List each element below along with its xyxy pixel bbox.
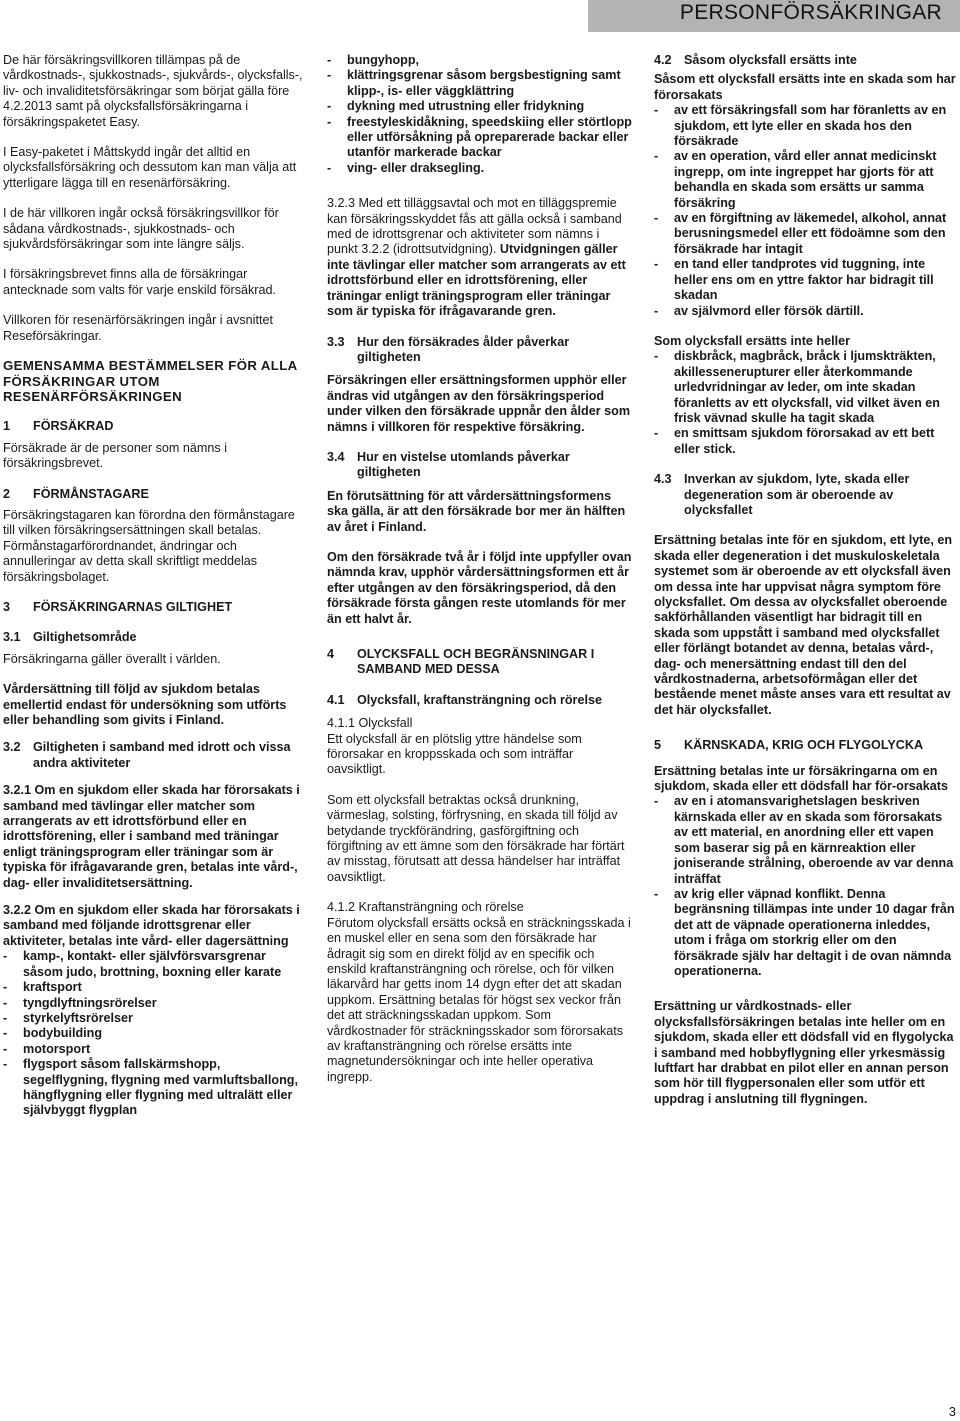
section-number: 4 xyxy=(327,647,335,661)
column-3 xyxy=(654,53,959,1107)
intro-paragraph-4: I försäkringsbrevet finns alla de försäkringar antecknade som valts för varje enskild försäkrad. xyxy=(3,267,276,297)
section-number: 1 xyxy=(3,419,11,434)
general-provisions-heading: GEMENSAMMA BESTÄMMELSER FÖR ALLA FÖRSÄKRINGAR UTOM RESENÄRFÖRSÄKRINGEN xyxy=(3,358,298,404)
list-item: - av självmord eller försök därtill. xyxy=(654,303,864,318)
list-item: - dykning med utrustning eller fridykning xyxy=(327,99,585,114)
section-number: 4.3 xyxy=(654,472,672,487)
section-title: Giltigheten i samband med idrott och vissa andra aktiviteter xyxy=(33,740,291,770)
section-3-4-text-2: Om den försäkrade två år i följd inte uppfyller ovan nämnda krav, upphör vårdersättningsformen ett år efter utgången av den försäkringsperiod, då den försäkrade första gången reste utomlands för mer än ett halvt år. xyxy=(327,549,632,626)
section-4-2-lead-2: Som olycksfall ersätts inte heller xyxy=(654,333,850,348)
column-2 xyxy=(327,53,633,1085)
section-4-1-1-heading: 4.1.1 Olycksfall xyxy=(327,716,413,731)
section-title: Hur den försäkrades ålder påverkar giltigheten xyxy=(357,334,570,364)
section-3-1-text: Försäkringarna gäller överallt i världen. xyxy=(3,651,221,666)
page-header-title: PERSONFÖRSÄKRINGAR xyxy=(679,1,942,24)
list-item: - freestyleskidåkning, speedskiing eller störtlopp eller utförsåkning på opreparerade backar eller utanför markerade backar xyxy=(327,114,632,160)
section-3-2-1-text: 3.2.1 Om en sjukdom eller skada har förorsakats i samband med tävlingar eller matcher som arrangerats av ett idrottsförbund eller en idrottsförening, eller i samband med träningar enligt träningsprogram eller träningar som är typiska för ifrågavarande gren, betalas inte vård-, dag- eller invaliditetsersättning. xyxy=(3,783,300,890)
section-4-1-1-text-1: Ett olycksfall är en plötslig yttre händelse som förorsakar en kroppsskada och som inträffar oavsiktligt. xyxy=(327,731,582,777)
section-number: 4.2 xyxy=(654,53,672,67)
intro-paragraph-5: Villkoren för resenärförsäkringen ingår i avsnittet Reseförsäkringar. xyxy=(3,313,273,343)
list-item: - av en i atomansvarighetslagen beskriven kärnskada eller av en skada som förorsakats av ett material, en anordning eller ett vapen som baserar sig på en kärnreaktion eller joniserande strålning, oberoende av var denna inträffat xyxy=(654,794,954,886)
section-title: FÖRMÅNSTAGARE xyxy=(33,486,149,501)
page-number: 3 xyxy=(948,1404,956,1419)
list-item: - diskbråck, magbråck, bråck i ljumskträkten, akillessenerupturer eller återkommande urledvridningar av leder, om inte skadan föranletts av ett olycksfall, vid vilket även en frisk vävnad skulle ha tagit skada xyxy=(654,349,940,425)
section-title: Giltighetsområde xyxy=(33,630,137,645)
section-3-heading xyxy=(3,600,307,615)
list-item: - bungyhopp, xyxy=(327,53,420,67)
section-2-heading xyxy=(3,487,307,502)
section-3-2-2-text: 3.2.2 Om en sjukdom eller skada har förorsakats i samband med följande idrottsgrenar eller aktiviteter, betalas inte vård- eller dagersättning xyxy=(3,903,300,948)
section-4-2-lead: Såsom ett olycksfall ersätts inte en skada som har förorsakats xyxy=(654,72,956,102)
section-3-3-text: Försäkringen eller ersättningsformen upphör eller ändras vid utgången av den försäkringsperiod under vilken den försäkrade uppnår den ålder som nämns i villkoren för respektive försäkring. xyxy=(327,373,631,434)
list-item: - av en operation, vård eller annat medicinskt ingrepp, om inte ingreppet har gjorts för att behandla en skada som ersätts ur samma försäkring xyxy=(654,149,937,210)
section-5-text: Ersättning ur vårdkostnads- eller olycksfallsförsäkringen betalas inte heller om en sjukdom, skada eller ett dödsfall vid en flygolycka i samband med hobbyflygning eller yrkesmässig luftfart har drabbat en pilot eller en annan person som hör till flygpersonalen eller som utför ett uppdrag i anslutning till flygningen. xyxy=(654,999,954,1106)
section-number: 3.3 xyxy=(327,334,345,349)
section-4-1-2-text: Förutom olycksfall ersätts också en sträckningsskada i en muskel eller en sena som den försäkrade har ådragit sig som en direkt följd av en specifik och enskild kraftansträngning och rörelse, och för vilken läkarvård har getts inom 14 dygn efter det att skadan uppkom. Ersättning betalas för högst sex veckor från det att sträckningsskadan uppkom. Som vårdkostnader för sträckningsskador som förorsakats av kraftansträngning och rörelse ersätts inte magnetundersökningar och inte heller operativa ingrepp. xyxy=(327,915,631,1084)
section-title: Såsom olycksfall ersätts inte xyxy=(684,53,857,67)
list-item: - kraftsport xyxy=(3,980,82,995)
list-item: - flygsport såsom fallskärmshopp, segelflygning, flygning med varmluftsballong, hängflygning eller flygning med ultralätt eller självbyggt flygplan xyxy=(3,1057,298,1118)
list-item: - en tand eller tandprotes vid tuggning, inte heller ens om en yttre faktor har bidragit till skadan xyxy=(654,257,934,303)
section-3-1-heading xyxy=(3,630,307,645)
section-number: 3.4 xyxy=(327,449,345,464)
list-item: - kamp-, kontakt- eller självförsvarsgrenar såsom judo, brottning, boxning eller karate xyxy=(3,949,282,979)
nuclear-war-exclusion-list xyxy=(654,794,959,979)
list-item: - ving- eller draksegling. xyxy=(327,160,485,175)
list-item: - en smittsam sjukdom förorsakad av ett bett eller stick. xyxy=(654,426,935,456)
section-3-1-bold-text: Vårdersättning till följd av sjukdom betalas emellertid endast för undersökning som utförts eller behandling som givits i Finland. xyxy=(3,682,287,727)
list-item: - av ett försäkringsfall som har föranletts av en sjukdom, ett lyte eller en skada hos den försäkrade xyxy=(654,103,947,149)
section-number: 2 xyxy=(3,486,11,501)
section-3-4-text-1: En förutsättning för att vårdersättningsformens ska gälla, är att den försäkrade bor mer än hälften av året i Finland. xyxy=(327,488,626,534)
section-5-lead: Ersättning betalas inte ur försäkringarna om en sjukdom, skada eller ett dödsfall har för-orsakats xyxy=(654,763,948,794)
section-number: 4.1 xyxy=(327,692,345,707)
section-title: OLYCKSFALL OCH BEGRÄNSNINGAR I SAMBAND MED DESSA xyxy=(357,647,595,677)
page-header-band xyxy=(588,0,960,32)
section-2-text: Försäkringstagaren kan förordna den förmånstagare till vilken försäkringsersättningen skall betalas. Förmånstagarförordnandet, ändringar och annulleringar av detta skall skriftligt meddelas försäkringsbolaget. xyxy=(3,507,295,584)
list-item: - motorsport xyxy=(3,1041,91,1056)
list-item: - bodybuilding xyxy=(3,1026,103,1041)
not-covered-list-2 xyxy=(654,349,959,457)
section-title: KÄRNSKADA, KRIG OCH FLYGOLYCKA xyxy=(684,738,924,753)
section-4-heading xyxy=(327,647,633,678)
section-number: 5 xyxy=(654,738,662,753)
section-4-2-heading xyxy=(654,53,959,68)
section-3-4-heading xyxy=(327,450,633,481)
section-4-1-1-text-2: Som ett olycksfall betraktas också drunkning, värmeslag, solsting, förfrysning, en skada till följd av betydande tryckförändring, gasförgiftning och förgiftning av ett ämne som den försäkrade har förtärt av misstag, förutsatt att dessa händelser har inträffat oavsiktligt. xyxy=(327,792,625,884)
intro-paragraph-2: I Easy-paketet i Måttskydd ingår det alltid en olycksfallsförsäkring och dessutom kan man välja att ytterligare lägga till en resenärförsäkring. xyxy=(3,145,297,190)
list-item: - av krig eller väpnad konflikt. Denna begränsning tillämpas inte under 10 dagar från det att de väpnade operationerna inleddes, utom i fråga om storkrig eller om den försäkrade själv har deltagit i de ovan nämnda operationerna. xyxy=(654,886,955,978)
section-3-2-heading xyxy=(3,740,307,771)
not-covered-list xyxy=(654,103,959,319)
list-item: - tyngdlyftningsrörelser xyxy=(3,995,157,1010)
intro-paragraph-1: De här försäkringsvillkoren tillämpas på de vårdkostnads-, sjukkostnads-, sjukvårds-, olycksfalls-, liv- och invaliditetsförsäkringar som börjat gälla före 4.2.2013 samt på olycksfallsförsäkringarna i försäkringspaketet Easy. xyxy=(3,53,303,129)
section-number: 3.1 xyxy=(3,630,21,645)
section-title: Hur en vistelse utomlands påverkar giltigheten xyxy=(357,449,570,480)
section-title: Olycksfall, kraftansträngning och rörelse xyxy=(357,692,602,707)
section-5-heading xyxy=(654,738,959,753)
intro-paragraph-3: I de här villkoren ingår också försäkringsvillkor för sådana vårdkostnads-, sjukkostnads- och sjukvårdsförsäkringar som inte längre säljs. xyxy=(3,206,279,252)
section-4-3-text: Ersättning betalas inte för en sjukdom, ett lyte, en skada eller degeneration i det muskuloskeletala systemet som är oberoende av ett olycksfall även om dessa inte har uppvisat några symptom före olycksfallet. Om dessa av olycksfallet oberoende sakförhållanden väsentligt har bidragit till en skada som uppstått i samband med olycksfallet eller förlängt botandet av denna, betalas vård-, dag- och menersättning endast till den del vårdkostnaderna, arbetsoförmågan eller det bestående menet måste anses vara ett resultat av det här olycksfallet. xyxy=(654,533,953,717)
section-4-1-2-heading: 4.1.2 Kraftansträngning och rörelse xyxy=(327,900,524,915)
section-1-text: Försäkrade är de personer som nämns i försäkringsbrevet. xyxy=(3,440,227,471)
sports-exclusion-list xyxy=(3,949,307,1118)
sports-exclusion-list-continued xyxy=(327,53,633,176)
section-number: 3 xyxy=(3,599,11,614)
section-3-3-heading xyxy=(327,335,633,366)
list-item: - av en förgiftning av läkemedel, alkohol, annat berusningsmedel eller ett födoämne som den försäkrade har intagit xyxy=(654,211,947,256)
section-title: FÖRSÄKRAD xyxy=(33,419,114,434)
section-3-2-3-text: 3.2.3 Med ett tilläggsavtal och mot en tilläggspremie kan försäkringsskyddet fås att gälla också i samband med de idrottsgrenar och aktiviteter som nämns i punkt 3.2.2 (idrottsutvidgning). Utvidgningen gäller inte tävlingar eller matcher som arrangerats av ett idrottsförbund eller en idrottsförening, eller träningar enligt träningsprogram eller träningar som är typiska för ifrågavarande gren. xyxy=(327,196,626,319)
list-item: - styrkelyftsrörelser xyxy=(3,1010,133,1025)
column-1 xyxy=(3,53,307,1119)
section-title: Inverkan av sjukdom, lyte, skada eller degeneration som är oberoende av olycksfallet xyxy=(684,472,910,517)
section-4-1-heading xyxy=(327,693,633,708)
list-item: - klättringsgrenar såsom bergsbestigning samt klipp-, is- eller väggklättring xyxy=(327,68,621,98)
section-4-3-heading xyxy=(654,472,959,518)
section-1-heading xyxy=(3,419,307,434)
section-number: 3.2 xyxy=(3,740,21,755)
section-title: FÖRSÄKRINGARNAS GILTIGHET xyxy=(33,599,233,614)
